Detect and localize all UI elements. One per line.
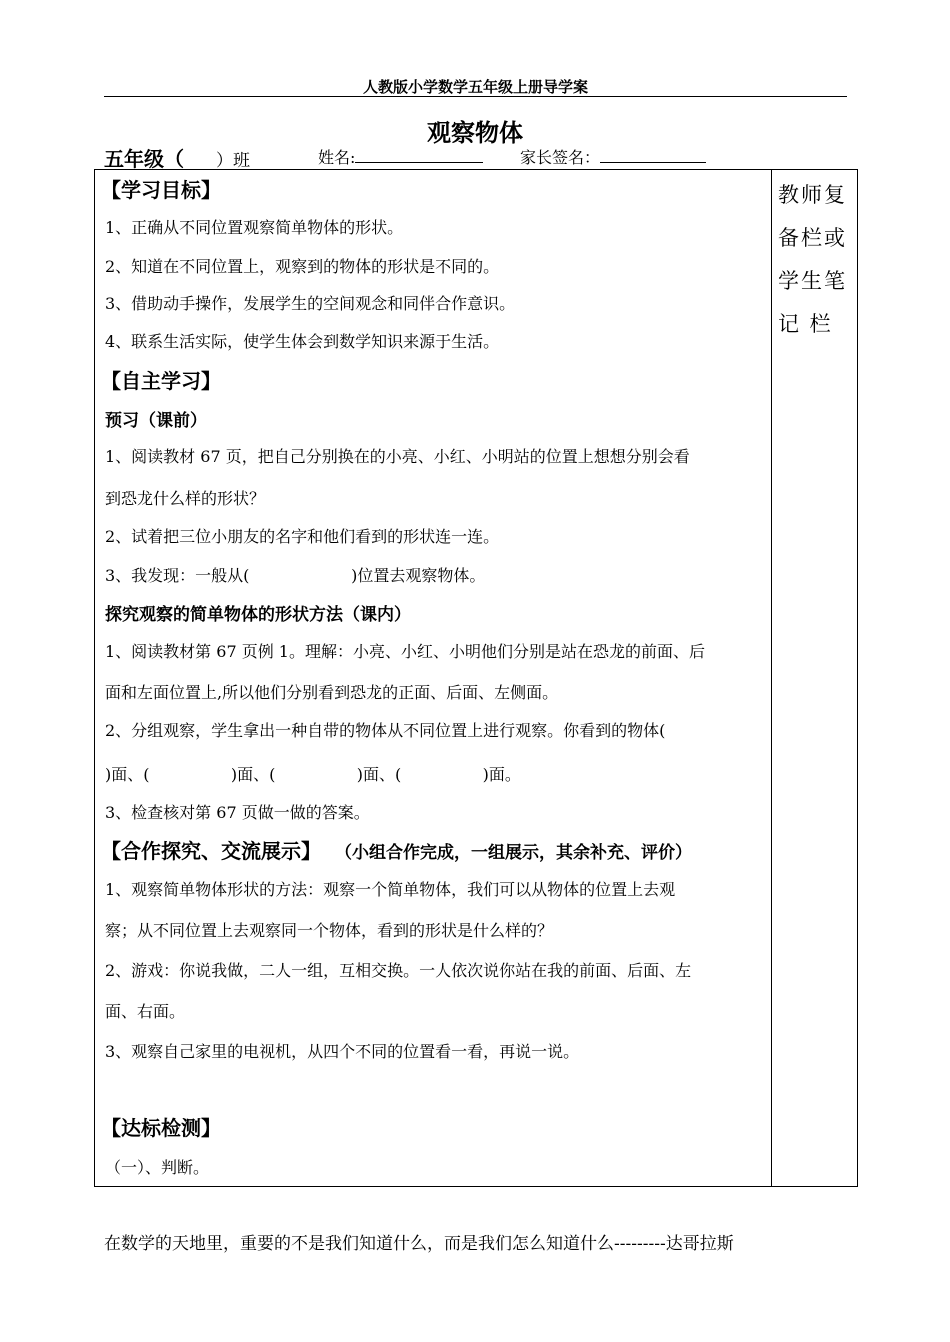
explore-title: 探究观察的简单物体的形状方法（课内） [105,605,411,625]
goal-item: 2、知道在不同位置上，观察到的物体的形状是不同的。 [105,257,500,276]
explore-item: 2、分组观察，学生拿出一种自带的物体从不同位置上进行观察。你看到的物体( [105,721,666,740]
page-header: 人教版小学数学五年级上册导学案 [362,78,588,96]
section-heading-coop [101,835,692,864]
name-label: 姓名: [318,148,356,167]
explore-item: 1、阅读教材第 67 页例 1。理解：小亮、小红、小明他们分别是站在恐龙的前面、后 [105,642,705,661]
footer-quote: 在数学的天地里，重要的不是我们知道什么，而是我们怎么知道什么---------达哥拉斯 [104,1234,734,1254]
name-field [318,145,483,168]
header-rule [104,96,847,97]
study-table [94,169,858,1187]
preview-item: 1、阅读教材 67 页，把自己分别换在的小亮、小红、小明站的位置上想想分别会看 [105,447,690,466]
goal-item: 4、联系生活实际，使学生体会到数学知识来源于生活。 [105,332,500,351]
page-title: 观察物体 [427,119,523,147]
goal-item: 1、正确从不同位置观察简单物体的形状。 [105,218,404,237]
coop-item: 1、观察简单物体形状的方法：观察一个简单物体，我们可以从物体的位置上去观 [105,880,676,899]
class-text: ）班 [216,151,250,171]
preview-item: 3、我发现：一般从( )位置去观察物体。 [105,566,486,585]
side-note-line: 教师复 [778,183,847,207]
parent-signature-field [520,145,706,168]
section-heading-test: 【达标检测】 [101,1116,221,1140]
grade-text: 五年级（ [104,147,184,171]
column-divider [771,170,772,1186]
coop-item: 2、游戏：你说我做，二人一组，互相交换。一人依次说你站在我的前面、后面、左 [105,961,692,980]
grade-label [104,143,250,172]
coop-note: （小组合作完成，一组展示，其余补充、评价） [335,843,692,863]
explore-item: 面和左面位置上,所以他们分别看到恐龙的正面、后面、左侧面。 [105,683,559,702]
parent-signature-label: 家长签名： [520,148,601,167]
explore-item: )面、( )面、( )面、( )面。 [105,765,521,784]
preview-item: 到恐龙什么样的形状？ [105,489,266,508]
side-note-line: 记 栏 [778,312,833,336]
name-blank[interactable] [355,148,483,163]
section-heading-self-study: 【自主学习】 [101,369,221,393]
side-note-column [778,174,856,346]
side-note-line: 备栏或 [778,226,847,250]
section-heading-goals: 【学习目标】 [101,178,221,202]
test-item: （一）、判断。 [105,1158,210,1177]
parent-signature-blank[interactable] [600,148,706,163]
coop-item: 察；从不同位置上去观察同一个物体，看到的形状是什么样的？ [105,921,554,940]
explore-item: 3、检查核对第 67 页做一做的答案。 [105,803,370,822]
preview-title: 预习（课前） [105,411,207,431]
coop-item: 面、右面。 [105,1002,186,1021]
preview-item: 2、试着把三位小朋友的名字和他们看到的形状连一连。 [105,527,500,546]
coop-heading-text: 【合作探究、交流展示】 [101,839,321,863]
goal-item: 3、借助动手操作，发展学生的空间观念和同伴合作意识。 [105,294,516,313]
side-note-line: 学生笔 [778,269,847,293]
coop-item: 3、观察自己家里的电视机，从四个不同的位置看一看，再说一说。 [105,1042,580,1061]
